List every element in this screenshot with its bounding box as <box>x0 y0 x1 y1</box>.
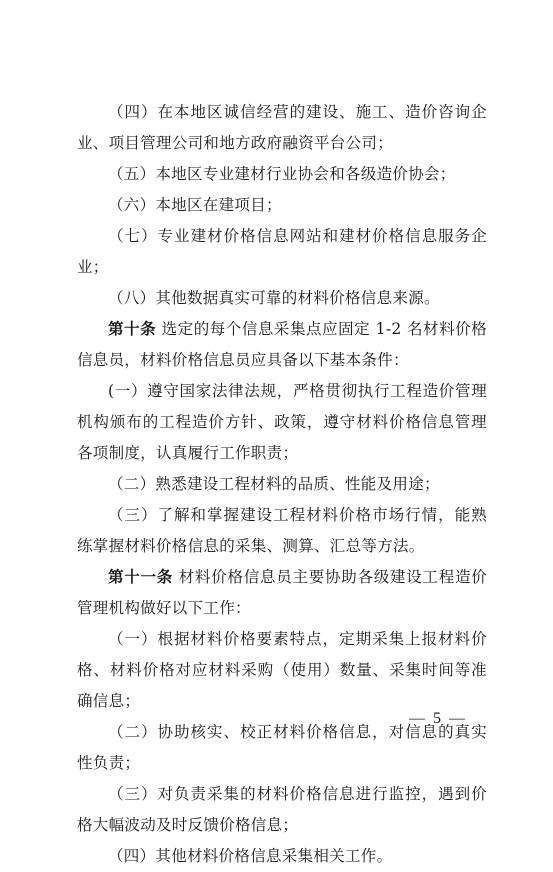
article-10-item-1: (一）遵守国家法律法规，严格贯彻执行工程造价管理机构颁布的工程造价方针、政策，遵守材料价格信息管理各项制度，认真履行工作职责； <box>77 382 487 462</box>
article-11-item-3: （三）对负责采集的材料价格信息进行监控，遇到价格大幅波动及时反馈价格信息； <box>77 785 487 834</box>
article-11-item-1: （一）根据材料价格要素特点，定期采集上报材料价格、材料价格对应材料采购（使用）数量、采集时间等准确信息； <box>77 630 487 710</box>
article-11-item-2: （二）协助核实、校正材料价格信息，对信息的真实性负责； <box>77 723 487 772</box>
paragraph-8: （八）其他数据真实可靠的材料价格信息来源。 <box>108 289 440 307</box>
paragraph-7: （七）专业建材价格信息网站和建材价格信息服务企业； <box>77 227 487 276</box>
article-11 <box>77 562 487 624</box>
article-11-heading: 第十一条 <box>108 568 174 586</box>
paragraph-6: （六）本地区在建项目； <box>108 196 282 214</box>
document-body <box>77 97 487 872</box>
paragraph-5: （五）本地区专业建材行业协会和各级造价协会； <box>108 165 456 183</box>
article-11-text: 材料价格信息员主要协助各级建设工程造价管理机构做好以下工作： <box>77 568 488 617</box>
article-10-item-3: （三）了解和掌握建设工程材料价格市场行情，能熟练掌握材料价格信息的采集、测算、汇总等方法。 <box>77 506 487 555</box>
page-number: — 5 — <box>409 710 467 727</box>
article-10 <box>77 314 487 376</box>
paragraph-4: （四）在本地区诚信经营的建设、施工、造价咨询企业、项目管理公司和地方政府融资平台公司； <box>77 103 487 152</box>
article-10-heading: 第十条 <box>108 320 157 338</box>
article-11-item-4: （四）其他材料价格信息采集相关工作。 <box>108 847 393 865</box>
article-10-text: 选定的每个信息采集点应固定 1-2 名材料价格信息员，材料价格信息员应具备以下基本条件： <box>77 320 487 369</box>
article-10-item-2: （二）熟悉建设工程材料的品质、性能及用途； <box>108 475 440 493</box>
